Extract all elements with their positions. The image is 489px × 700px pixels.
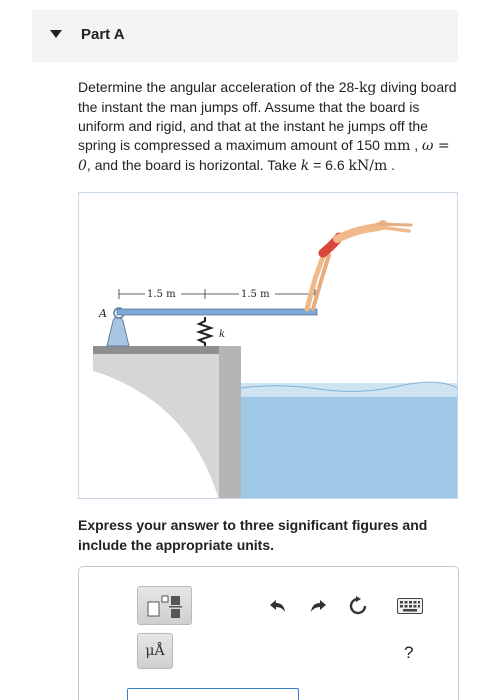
problem-text: diving board the instant the man jumps off. Assume that the board is uniform and rigid, and that at the instant he jumps off the spring is compressed a maximum amount of 150 [78,79,457,153]
units-button[interactable]: μÅ [137,633,173,669]
problem-text: , and the board is horizontal. Take [86,157,301,173]
dim-label-left: 1.5 m [147,289,176,300]
diving-board [117,309,317,315]
problem-statement [78,78,463,176]
templates-icon [138,587,193,626]
unit-kg: kg [358,80,377,96]
problem-text: Determine the angular acceleration of the 28- [78,79,359,95]
platform-shading [93,354,219,499]
reset-icon[interactable] [347,595,369,617]
answer-input[interactable] [127,688,299,700]
problem-text: = 6.6 [309,157,349,173]
label-k: k [219,329,226,340]
diving-board-figure [78,192,458,499]
spring [199,317,211,346]
templates-button[interactable] [137,586,192,625]
water-surface [241,383,458,397]
platform-top [93,346,241,354]
undo-icon[interactable] [267,595,289,617]
omega-expression: ω = 0 [78,138,450,174]
pin-support [107,316,129,346]
diving-board-diagram [79,193,458,499]
problem-text: , [410,137,423,153]
redo-icon[interactable] [307,595,329,617]
unit-kn-per-m: kN/m [348,158,388,174]
dim-label-right: 1.5 m [241,289,270,300]
platform-wall [219,346,241,499]
part-header[interactable] [32,10,458,62]
water [241,383,458,499]
label-a: A [99,307,107,320]
part-title: Part A [81,26,125,43]
answer-panel [78,566,459,700]
caret-down-icon[interactable] [50,30,62,38]
keyboard-icon[interactable] [397,595,423,617]
spring-constant-symbol: k [300,158,310,174]
answer-instructions: Express your answer to three significant figures and include the appropriate units. [78,517,428,553]
problem-text: . [387,157,396,173]
diver-figure [307,220,411,309]
help-button[interactable]: ? [404,643,414,662]
unit-mm: mm [383,138,411,154]
